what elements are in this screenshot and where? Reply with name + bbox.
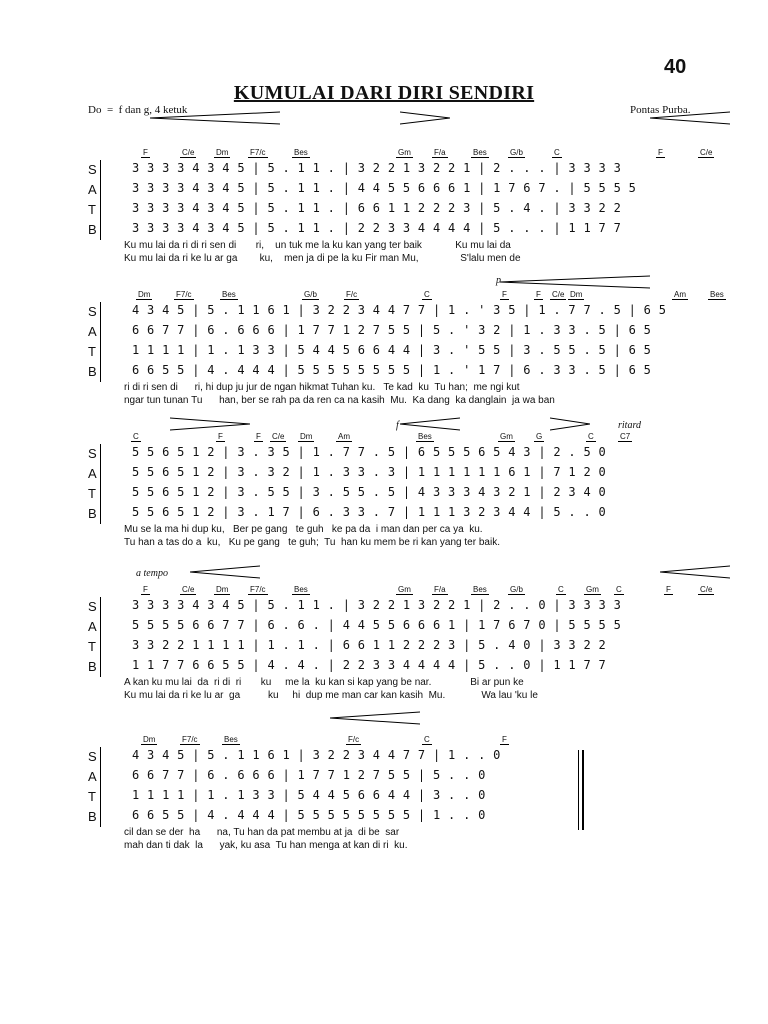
voice-line-b — [86, 504, 732, 523]
chord-symbol: F7/c — [250, 585, 266, 594]
note-sequence: 3 3 3 3 4 3 4 5 | 5 . 1 1 . | 4 4 5 5 6 6 6 1 | 1 7 6 7 . | 5 5 5 5 — [132, 181, 637, 195]
chord-symbol: F/c — [348, 735, 360, 744]
chord-symbol: G/b — [510, 148, 523, 157]
chord-symbol: F — [502, 290, 507, 299]
chord-symbol: C/e — [182, 585, 195, 594]
note-sequence: 6 6 7 7 | 6 . 6 6 6 | 1 7 7 1 2 7 5 5 | 5 . . 0 — [132, 768, 486, 782]
chord-symbol: Gm — [398, 148, 411, 157]
chord-symbol: C — [424, 290, 430, 299]
chord-symbol: F — [666, 585, 671, 594]
crescendo-hairpin — [330, 711, 420, 725]
chord-symbol: Bes — [224, 735, 238, 744]
voice-line-a — [86, 322, 732, 341]
chord-symbol: Dm — [138, 290, 151, 299]
voice-line-t — [86, 787, 732, 806]
chord-symbol: Dm — [143, 735, 156, 744]
note-sequence: 5 5 6 5 1 2 | 3 . 3 2 | 1 . 3 3 . 3 | 1 1 1 1 1 1 6 1 | 7 1 2 0 — [132, 465, 607, 479]
voice-line-t — [86, 484, 732, 503]
voice-line-b — [86, 362, 732, 381]
chord-row — [136, 585, 736, 597]
voice-line-a — [86, 767, 732, 786]
chord-symbol: F — [143, 585, 148, 594]
chord-symbol: F — [536, 290, 541, 299]
chord-symbol: Gm — [586, 585, 599, 594]
chord-symbol: Am — [338, 432, 350, 441]
dynamic-mark: a tempo — [136, 568, 168, 579]
final-barline — [578, 750, 579, 830]
note-sequence: 4 3 4 5 | 5 . 1 1 6 1 | 3 2 2 3 4 4 7 7 | 1 . ' 3 5 | 1 . 7 7 . 5 | 6 5 — [132, 303, 667, 317]
chord-row — [136, 735, 736, 747]
dynamic-mark: ritard — [618, 420, 641, 431]
lyrics-line: Tu han a tas do a ku, Ku pe gang te guh; Tu han ku mem be ri kan yang ter baik. — [124, 537, 500, 548]
voice-label: B — [88, 659, 97, 674]
chord-symbol: F — [658, 148, 663, 157]
voice-line-t — [86, 342, 732, 361]
voice-line-t — [86, 200, 732, 219]
crescendo-hairpin — [190, 565, 260, 579]
dynamic-mark: f — [396, 420, 399, 431]
voice-line-a — [86, 617, 732, 636]
system-bracket — [100, 160, 101, 240]
note-sequence: 3 3 2 2 1 1 1 1 | 1 . 1 . | 6 6 1 1 2 2 2 3 | 5 . 4 0 | 3 3 2 2 — [132, 638, 607, 652]
note-sequence: 3 3 3 3 4 3 4 5 | 5 . 1 1 . | 3 2 2 1 3 2 2 1 | 2 . . . | 3 3 3 3 — [132, 161, 622, 175]
voice-label: T — [88, 486, 96, 501]
final-barline-thick — [582, 750, 584, 830]
chord-symbol: G/b — [304, 290, 317, 299]
chord-symbol: F — [256, 432, 261, 441]
note-sequence: 4 3 4 5 | 5 . 1 1 6 1 | 3 2 2 3 4 4 7 7 | 1 . . 0 — [132, 748, 501, 762]
chord-symbol: G — [536, 432, 543, 441]
chord-symbol: C/e — [700, 148, 713, 157]
chord-symbol: Bes — [473, 148, 487, 157]
chord-symbol: Dm — [300, 432, 313, 441]
note-sequence: 1 1 1 1 | 1 . 1 3 3 | 5 4 4 5 6 6 4 4 | 3 . ' 5 5 | 3 . 5 5 . 5 | 6 5 — [132, 343, 652, 357]
voice-line-s — [86, 302, 732, 321]
voice-line-a — [86, 180, 732, 199]
voice-label: A — [88, 466, 97, 481]
voice-label: S — [88, 446, 97, 461]
chord-symbol: F — [218, 432, 223, 441]
chord-symbol: C — [616, 585, 622, 594]
chord-symbol: C — [588, 432, 594, 441]
note-sequence: 3 3 3 3 4 3 4 5 | 5 . 1 1 . | 2 2 3 3 4 4 4 4 | 5 . . . | 1 1 7 7 — [132, 221, 622, 235]
composer-name: Pontas Purba. — [630, 104, 691, 116]
note-sequence: 6 6 7 7 | 6 . 6 6 6 | 1 7 7 1 2 7 5 5 | 5 . ' 3 2 | 1 . 3 3 . 5 | 6 5 — [132, 323, 652, 337]
voice-line-b — [86, 657, 732, 676]
chord-symbol: Dm — [570, 290, 583, 299]
crescendo-hairpin — [500, 275, 650, 289]
chord-symbol: F — [502, 735, 507, 744]
voice-label: T — [88, 789, 96, 804]
voice-label: A — [88, 769, 97, 784]
chord-symbol: C — [558, 585, 564, 594]
voice-label: S — [88, 749, 97, 764]
voice-label: A — [88, 619, 97, 634]
voice-line-s — [86, 747, 732, 766]
page-number: 40 — [664, 56, 687, 78]
diminuendo-hairpin — [400, 111, 450, 125]
voice-label: T — [88, 202, 96, 217]
voice-label: A — [88, 182, 97, 197]
chord-symbol: F7/c — [182, 735, 198, 744]
chord-symbol: C — [424, 735, 430, 744]
chord-symbol: C/e — [552, 290, 565, 299]
song-title: KUMULAI DARI DIRI SENDIRI — [233, 82, 535, 104]
note-sequence: 5 5 6 5 1 2 | 3 . 5 5 | 3 . 5 5 . 5 | 4 3 3 3 4 3 2 1 | 2 3 4 0 — [132, 485, 607, 499]
chord-symbol: G/b — [510, 585, 523, 594]
chord-symbol: F/a — [434, 585, 446, 594]
chord-symbol: F/a — [434, 148, 446, 157]
voice-line-t — [86, 637, 732, 656]
chord-symbol: F/c — [346, 290, 358, 299]
voice-label: T — [88, 639, 96, 654]
lyrics-line: mah dan ti dak la yak, ku asa Tu han menga at kan di ri ku. — [124, 840, 408, 851]
lyrics-line: Ku mu lai da ri ke lu ar ga ku hi dup me man car kan kasih Mu. Wa lau 'ku le — [124, 690, 538, 701]
voice-label: S — [88, 162, 97, 177]
voice-label: S — [88, 599, 97, 614]
note-sequence: 6 6 5 5 | 4 . 4 4 4 | 5 5 5 5 5 5 5 5 | 1 . . 0 — [132, 808, 486, 822]
note-sequence: 1 1 1 1 | 1 . 1 3 3 | 5 4 4 5 6 6 4 4 | 3 . . 0 — [132, 788, 486, 802]
chord-row — [136, 148, 736, 160]
crescendo-hairpin — [660, 565, 730, 579]
chord-symbol: Dm — [216, 148, 229, 157]
dynamic-mark: p — [496, 275, 501, 286]
voice-line-a — [86, 464, 732, 483]
lyrics-line: ngar tun tunan Tu han, ber se rah pa da ren ca na kasih Mu. Ka dang ka danglain ja wa ban — [124, 395, 555, 406]
note-sequence: 5 5 6 5 1 2 | 3 . 1 7 | 6 . 3 3 . 7 | 1 1 1 3 2 3 4 4 | 5 . . 0 — [132, 505, 607, 519]
chord-symbol: C/e — [182, 148, 195, 157]
system-bracket — [100, 444, 101, 524]
voice-label: T — [88, 344, 96, 359]
note-sequence: 3 3 3 3 4 3 4 5 | 5 . 1 1 . | 3 2 2 1 3 2 2 1 | 2 . . 0 | 3 3 3 3 — [132, 598, 622, 612]
chord-symbol: F7/c — [250, 148, 266, 157]
voice-label: B — [88, 809, 97, 824]
chord-symbol: Gm — [500, 432, 513, 441]
lyrics-line: Ku mu lai da ri di ri sen di ri, un tuk me la ku kan yang ter baik Ku mu lai da — [124, 240, 511, 251]
voice-line-s — [86, 160, 732, 179]
lyrics-line: Ku mu lai da ri ke lu ar ga ku, men ja di pe la ku Fir man Mu, S'lalu men de — [124, 253, 521, 264]
chord-symbol: Bes — [473, 585, 487, 594]
chord-symbol: Bes — [294, 148, 308, 157]
system-bracket — [100, 597, 101, 677]
voice-line-b — [86, 807, 732, 826]
crescendo-hairpin — [650, 111, 730, 125]
chord-symbol: F7/c — [176, 290, 192, 299]
voice-line-b — [86, 220, 732, 239]
chord-symbol: C7 — [620, 432, 631, 441]
voice-label: B — [88, 222, 97, 237]
chord-row — [136, 290, 736, 302]
chord-symbol: Bes — [418, 432, 432, 441]
note-sequence: 5 5 5 5 6 6 7 7 | 6 . 6 . | 4 4 5 5 6 6 6 1 | 1 7 6 7 0 | 5 5 5 5 — [132, 618, 622, 632]
voice-label: B — [88, 364, 97, 379]
system-bracket — [100, 747, 101, 827]
diminuendo-hairpin — [550, 417, 590, 431]
lyrics-line: cil dan se der ha na, Tu han da pat membu at ja di be sar — [124, 827, 400, 838]
chord-symbol: Bes — [710, 290, 724, 299]
chord-symbol: Bes — [294, 585, 308, 594]
lyrics-line: A kan ku mu lai da ri di ri ku me la ku kan si kap yang be nar. Bi ar pun ke — [124, 677, 524, 688]
chord-symbol: Dm — [216, 585, 229, 594]
voice-label: S — [88, 304, 97, 319]
chord-symbol: Bes — [222, 290, 236, 299]
chord-row — [133, 432, 736, 444]
voice-line-s — [86, 444, 732, 463]
chord-symbol: Am — [674, 290, 686, 299]
note-sequence: 6 6 5 5 | 4 . 4 4 4 | 5 5 5 5 5 5 5 5 | 1 . ' 1 7 | 6 . 3 3 . 5 | 6 5 — [132, 363, 652, 377]
diminuendo-hairpin — [170, 417, 250, 431]
note-sequence: 3 3 3 3 4 3 4 5 | 5 . 1 1 . | 6 6 1 1 2 2 2 3 | 5 . 4 . | 3 3 2 2 — [132, 201, 622, 215]
system-bracket — [100, 302, 101, 382]
key-signature-info: Do = f dan g, 4 ketuk — [88, 104, 188, 116]
voice-label: B — [88, 506, 97, 521]
chord-symbol: Gm — [398, 585, 411, 594]
chord-symbol: F — [143, 148, 148, 157]
note-sequence: 5 5 6 5 1 2 | 3 . 3 5 | 1 . 7 7 . 5 | 6 5 5 5 6 5 4 3 | 2 . 5 0 — [132, 445, 607, 459]
voice-line-s — [86, 597, 732, 616]
crescendo-hairpin — [150, 111, 280, 125]
chord-symbol: C/e — [700, 585, 713, 594]
note-sequence: 1 1 7 7 6 6 5 5 | 4 . 4 . | 2 2 3 3 4 4 4 4 | 5 . . 0 | 1 1 7 7 — [132, 658, 607, 672]
lyrics-line: ri di ri sen di ri, hi dup ju jur de ngan hikmat Tuhan ku. Te kad ku Tu han; me ngi kut — [124, 382, 520, 393]
chord-symbol: C — [554, 148, 560, 157]
voice-label: A — [88, 324, 97, 339]
chord-symbol: C — [133, 432, 139, 441]
chord-symbol: C/e — [272, 432, 285, 441]
crescendo-hairpin — [400, 417, 460, 431]
lyrics-line: Mu se la ma hi dup ku, Ber pe gang te guh ke pa da i man dan per ca ya ku. — [124, 524, 483, 535]
